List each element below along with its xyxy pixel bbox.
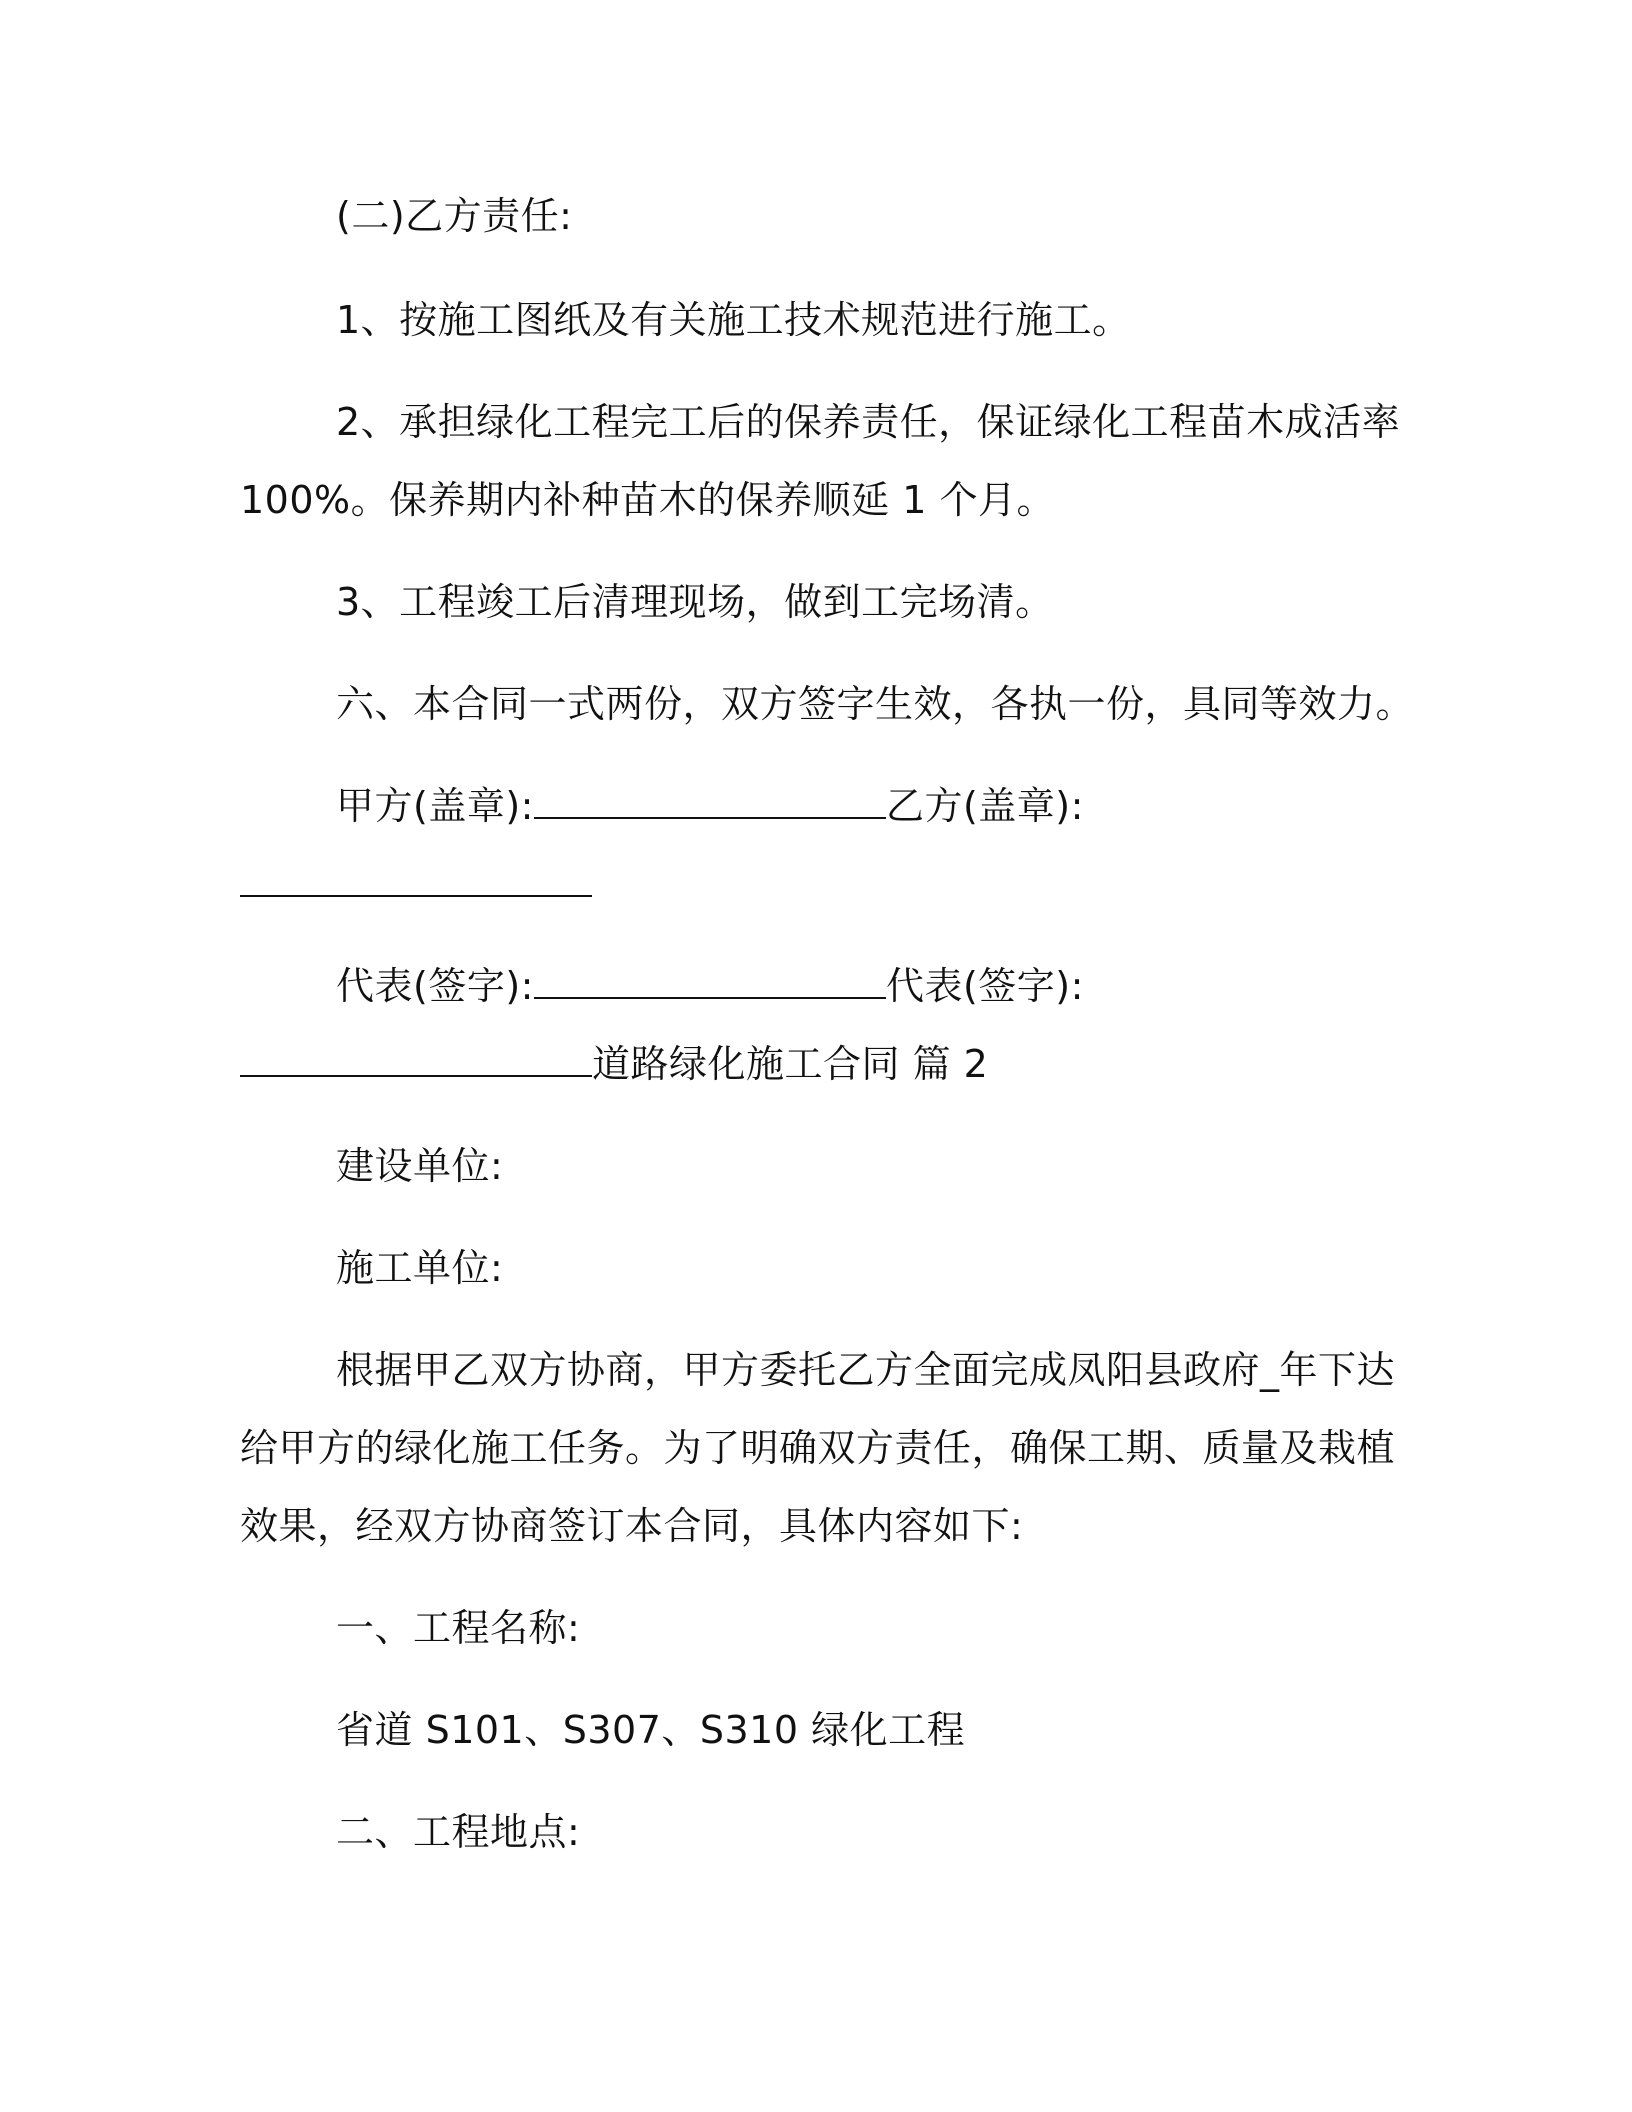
clause-2-line-2: 100%。保养期内补种苗木的保养顺延 1 个月。 bbox=[240, 478, 1055, 522]
seal-row bbox=[336, 782, 1084, 830]
party-a-seal-label: 甲方(盖章): bbox=[336, 784, 534, 828]
intro-line-1: 根据甲乙双方协商，甲方委托乙方全面完成凤阳县政府_年下达 bbox=[336, 1348, 1396, 1392]
clause-3: 3、工程竣工后清理现场，做到工完场清。 bbox=[336, 580, 1054, 624]
clause-1: 1、按施工图纸及有关施工技术规范进行施工。 bbox=[336, 298, 1131, 342]
clause-2-line-1: 2、承担绿化工程完工后的保养责任，保证绿化工程苗木成活率 bbox=[336, 400, 1401, 444]
party-b-seal-label: 乙方(盖章): bbox=[885, 784, 1084, 828]
rep-a-label: 代表(签字): bbox=[336, 964, 534, 1008]
intro-line-3: 效果，经双方协商签订本合同，具体内容如下: bbox=[240, 1504, 1024, 1548]
rep-b-blank-row bbox=[240, 1040, 988, 1088]
project-name-value: 省道 S101、S307、S310 绿化工程 bbox=[336, 1708, 966, 1752]
party-b-seal-blank-row bbox=[240, 860, 592, 908]
party-a-seal-blank bbox=[534, 783, 886, 819]
construction-owner-label: 建设单位: bbox=[336, 1144, 504, 1188]
rep-b-blank bbox=[240, 1041, 592, 1077]
party-b-responsibility-heading: (二)乙方责任: bbox=[336, 194, 573, 238]
rep-b-label: 代表(签字): bbox=[885, 964, 1084, 1008]
project-name-heading: 一、工程名称: bbox=[336, 1606, 581, 1650]
rep-a-blank bbox=[534, 963, 886, 999]
clause-6: 六、本合同一式两份，双方签字生效，各执一份，具同等效力。 bbox=[336, 682, 1415, 726]
project-location-heading: 二、工程地点: bbox=[336, 1810, 581, 1854]
section-2-title: 道路绿化施工合同 篇 2 bbox=[592, 1042, 989, 1086]
rep-row bbox=[336, 962, 1084, 1010]
intro-line-2: 给甲方的绿化施工任务。为了明确双方责任，确保工期、质量及栽植 bbox=[240, 1426, 1396, 1470]
contractor-label: 施工单位: bbox=[336, 1246, 504, 1290]
party-b-seal-blank bbox=[240, 861, 592, 897]
